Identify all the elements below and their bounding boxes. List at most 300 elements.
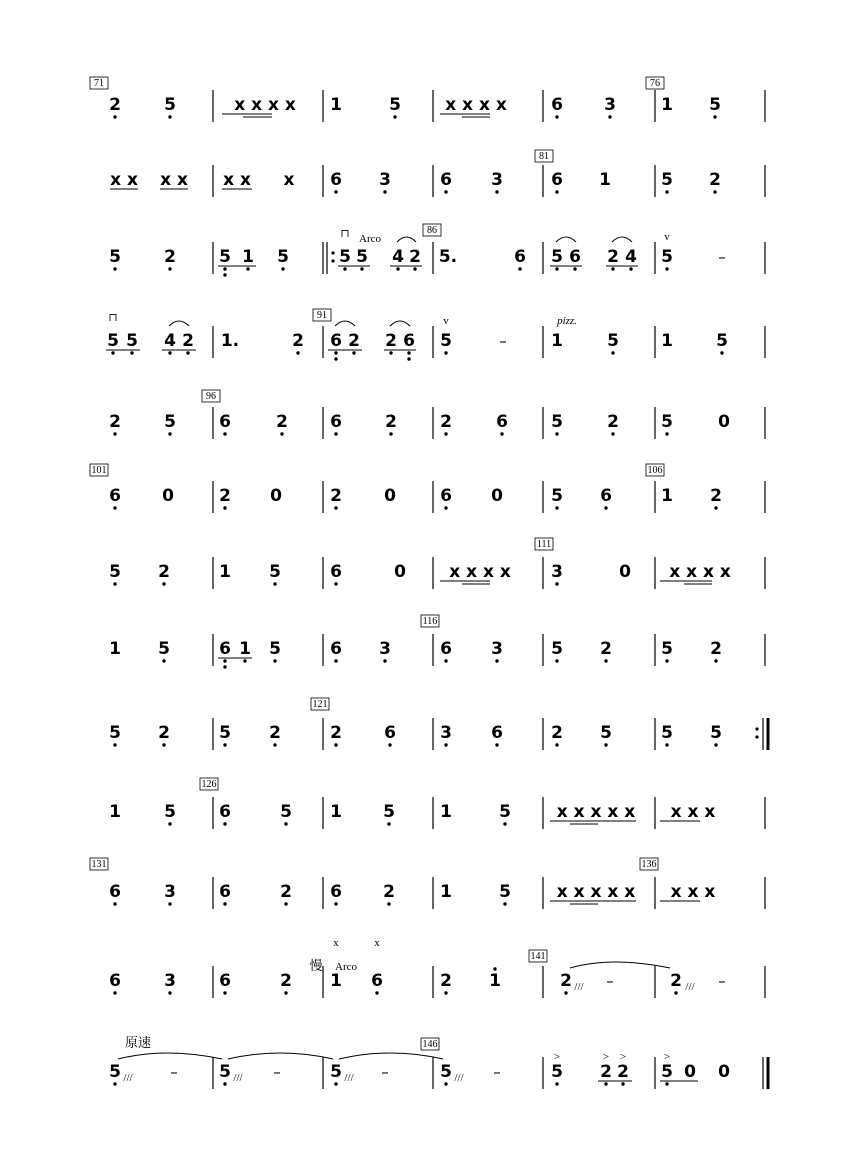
octave-dot-below xyxy=(444,351,447,354)
octave-dot-below xyxy=(113,506,116,509)
octave-dot-below xyxy=(375,991,378,994)
tie xyxy=(228,1053,333,1059)
note: 6 xyxy=(440,170,452,190)
octave-dot-below xyxy=(555,267,558,270)
octave-dot-below xyxy=(168,351,171,354)
note: 5 xyxy=(661,412,673,432)
octave-dot-below xyxy=(503,822,506,825)
octave-dot-below xyxy=(720,351,723,354)
note: 6 xyxy=(551,95,563,115)
note: 2 xyxy=(385,331,397,351)
octave-dot-below xyxy=(665,190,668,193)
note: 1 xyxy=(551,331,563,351)
x-note: x xyxy=(283,170,295,190)
octave-dot-below xyxy=(573,267,576,270)
octave-dot-below xyxy=(444,1082,447,1085)
octave-dot-below xyxy=(113,743,116,746)
octave-dot-below xyxy=(273,659,276,662)
octave-dot-below xyxy=(407,351,410,354)
note: 3 xyxy=(164,882,176,902)
note: 2 xyxy=(330,486,342,506)
note: 1 xyxy=(239,639,251,659)
note: 2 xyxy=(600,1062,612,1082)
note: 6 xyxy=(330,562,342,582)
measure-number: 86 xyxy=(427,225,437,236)
x-note-group: x x x x xyxy=(449,562,511,582)
octave-dot-below xyxy=(113,267,116,270)
pizz-marking: pizz. xyxy=(557,315,577,327)
measure-number: 136 xyxy=(641,859,657,870)
octave-dot-below xyxy=(273,743,276,746)
note: 6 xyxy=(496,412,508,432)
sustain-dash: – xyxy=(381,1063,389,1081)
note: 5 xyxy=(126,331,138,351)
note: 6 xyxy=(330,170,342,190)
note: 2 xyxy=(551,723,563,743)
measure-number: 71 xyxy=(94,78,104,89)
octave-dot-below xyxy=(387,822,390,825)
note: 2 xyxy=(710,486,722,506)
octave-dot-below xyxy=(665,743,668,746)
note: 1 xyxy=(661,95,673,115)
octave-dot-below xyxy=(444,743,447,746)
note: 2 xyxy=(269,723,281,743)
octave-dot-below xyxy=(334,743,337,746)
octave-dot-below xyxy=(393,115,396,118)
cross-mark: x xyxy=(333,937,339,949)
sustain-dash: – xyxy=(493,1063,501,1081)
note: 2 xyxy=(182,331,194,351)
note: 5 xyxy=(158,639,170,659)
octave-dot-below xyxy=(555,506,558,509)
measure-number: 116 xyxy=(422,616,438,627)
octave-dot-below xyxy=(714,659,717,662)
sustain-dash: – xyxy=(606,972,614,990)
rest: 0 xyxy=(384,486,396,506)
note: 5 xyxy=(661,639,673,659)
tremolo-mark: /// xyxy=(233,1072,243,1084)
note: 1 xyxy=(661,486,673,506)
note: 5 xyxy=(219,723,231,743)
tremolo-mark: /// xyxy=(123,1072,133,1084)
note: 2 xyxy=(276,412,288,432)
octave-dot-below xyxy=(284,991,287,994)
tempo-slow: 慢 xyxy=(309,959,323,974)
octave-dot-below xyxy=(243,659,246,662)
octave-dot-below xyxy=(608,115,611,118)
octave-dot-below xyxy=(387,902,390,905)
octave-dot-below xyxy=(604,1082,607,1085)
octave-dot-below xyxy=(629,267,632,270)
octave-dot-below xyxy=(113,582,116,585)
note: 5 xyxy=(109,562,121,582)
accent-mark: > xyxy=(619,1051,627,1063)
note: 1 xyxy=(489,971,501,991)
octave-dot-below xyxy=(665,1082,668,1085)
octave-dot-below xyxy=(113,1082,116,1085)
note: 5 xyxy=(356,247,368,267)
x-note-group: x x xyxy=(223,170,251,190)
octave-dot-below xyxy=(555,432,558,435)
octave-dot-below xyxy=(444,991,447,994)
note: 6 xyxy=(569,247,581,267)
measure-number: 121 xyxy=(312,699,328,710)
tempo-primo: 原速 xyxy=(124,1036,152,1051)
note: 5 xyxy=(280,802,292,822)
note: 5 xyxy=(440,331,452,351)
note: 6 xyxy=(440,486,452,506)
sustain-dash: – xyxy=(499,332,507,350)
note: 6 xyxy=(219,882,231,902)
note: 5 xyxy=(107,331,119,351)
note: 1 xyxy=(219,562,231,582)
rest: 0 xyxy=(684,1062,696,1082)
x-note-group: x x xyxy=(160,170,188,190)
note: 2 xyxy=(164,247,176,267)
octave-dot-below xyxy=(223,822,226,825)
note: 1. xyxy=(220,331,240,351)
octave-dot-below xyxy=(223,506,226,509)
note: 2 xyxy=(670,971,682,991)
note: 6 xyxy=(440,639,452,659)
octave-dot-below xyxy=(621,1082,624,1085)
octave-dot-below xyxy=(168,267,171,270)
note: 2 xyxy=(292,331,304,351)
octave-dot-below xyxy=(334,902,337,905)
note: 2 xyxy=(109,95,121,115)
octave-dot-below xyxy=(604,659,607,662)
rest: 0 xyxy=(162,486,174,506)
note: 6 xyxy=(109,882,121,902)
octave-dot-below xyxy=(555,115,558,118)
note: 6 xyxy=(219,639,231,659)
octave-dot-below xyxy=(223,743,226,746)
note: 2 xyxy=(709,170,721,190)
slur xyxy=(335,321,355,326)
note: 5 xyxy=(164,412,176,432)
arco-marking: Arco xyxy=(335,961,357,973)
note: 2 xyxy=(158,562,170,582)
repeat-dot xyxy=(755,727,758,730)
measure-number: 131 xyxy=(91,859,107,870)
octave-dot-below xyxy=(223,267,226,270)
octave-dot-below xyxy=(444,190,447,193)
octave-dot-below xyxy=(413,267,416,270)
octave-dot-below xyxy=(396,267,399,270)
rest: 0 xyxy=(394,562,406,582)
octave-dot-below xyxy=(334,190,337,193)
note: 5 xyxy=(440,1062,452,1082)
octave-dot-below xyxy=(665,432,668,435)
bow-up-mark: v xyxy=(443,315,449,327)
tremolo-mark: /// xyxy=(685,981,695,993)
note: 2 xyxy=(440,971,452,991)
note: 6 xyxy=(219,971,231,991)
note: 1 xyxy=(330,95,342,115)
note: 5 xyxy=(330,1062,342,1082)
octave-dot-below xyxy=(273,582,276,585)
measure-number: 101 xyxy=(91,465,107,476)
octave-dot-below xyxy=(495,659,498,662)
octave-dot-below xyxy=(223,902,226,905)
note: 6 xyxy=(403,331,415,351)
note: 2 xyxy=(617,1062,629,1082)
octave-dot-below xyxy=(495,743,498,746)
sustain-dash: – xyxy=(273,1063,281,1081)
note: 1 xyxy=(661,331,673,351)
sustain-dash: – xyxy=(170,1063,178,1081)
note: 2 xyxy=(600,639,612,659)
octave-dot-below xyxy=(168,991,171,994)
note: 5 xyxy=(551,639,563,659)
note: 2 xyxy=(280,971,292,991)
octave-dot-below xyxy=(168,902,171,905)
note: 1 xyxy=(109,802,121,822)
octave-dot-below xyxy=(246,267,249,270)
note: 6 xyxy=(600,486,612,506)
note: 1 xyxy=(330,802,342,822)
octave-dot-below xyxy=(388,743,391,746)
octave-dot-below xyxy=(555,582,558,585)
octave-dot-below xyxy=(407,357,410,360)
octave-dot-below xyxy=(334,506,337,509)
accent-mark: > xyxy=(663,1051,671,1063)
note: 5 xyxy=(339,247,351,267)
tremolo-mark: /// xyxy=(574,981,584,993)
slur xyxy=(556,237,576,242)
measure-number: 126 xyxy=(201,779,217,790)
octave-dot-below xyxy=(334,1082,337,1085)
octave-dot-below xyxy=(383,190,386,193)
octave-dot-below xyxy=(611,432,614,435)
note: 5 xyxy=(661,170,673,190)
note: 4 xyxy=(392,247,404,267)
octave-dot-below xyxy=(162,582,165,585)
x-note-group: x x x x xyxy=(234,95,296,115)
accent-mark: > xyxy=(602,1051,610,1063)
octave-dot-below xyxy=(383,659,386,662)
octave-dot-below xyxy=(714,743,717,746)
note: 2 xyxy=(560,971,572,991)
octave-dot-below xyxy=(343,267,346,270)
note: 5 xyxy=(269,562,281,582)
octave-dot-below xyxy=(555,190,558,193)
octave-dot-below xyxy=(352,351,355,354)
note: 1 xyxy=(109,639,121,659)
note: 5 xyxy=(661,1062,673,1082)
note: 5 xyxy=(607,331,619,351)
slur xyxy=(612,237,632,242)
measure-number: 106 xyxy=(647,465,663,476)
note: 2 xyxy=(440,412,452,432)
sustain-dash: – xyxy=(718,248,726,266)
note: 6 xyxy=(330,412,342,432)
note: 6 xyxy=(551,170,563,190)
measure-number: 111 xyxy=(536,539,552,550)
note: 5 xyxy=(716,331,728,351)
measure-number: 76 xyxy=(650,78,660,89)
note: 3 xyxy=(491,170,503,190)
note: 5 xyxy=(277,247,289,267)
octave-dot-below xyxy=(555,659,558,662)
note: 2 xyxy=(219,486,231,506)
note: 1 xyxy=(330,971,342,991)
octave-dot-below xyxy=(665,659,668,662)
octave-dot-below xyxy=(284,822,287,825)
x-note-group: x x x x xyxy=(669,562,731,582)
measure-number: 96 xyxy=(206,391,216,402)
note: 5 xyxy=(551,247,563,267)
octave-dot-below xyxy=(665,267,668,270)
measure-number: 146 xyxy=(422,1039,438,1050)
slur xyxy=(397,237,416,242)
octave-dot-below xyxy=(564,991,567,994)
note: 5 xyxy=(709,95,721,115)
octave-dot-below xyxy=(223,665,226,668)
octave-dot-below xyxy=(281,267,284,270)
note: 6 xyxy=(109,486,121,506)
measure-number: 91 xyxy=(317,310,327,321)
note: 5 xyxy=(383,802,395,822)
octave-dot-below xyxy=(186,351,189,354)
octave-dot-below xyxy=(334,582,337,585)
octave-dot-below xyxy=(162,743,165,746)
octave-dot-below xyxy=(555,743,558,746)
note: 2 xyxy=(710,639,722,659)
note: 5 xyxy=(551,486,563,506)
note: 2 xyxy=(385,412,397,432)
octave-dot-below xyxy=(334,351,337,354)
octave-dot-below xyxy=(611,351,614,354)
note: 5 xyxy=(499,882,511,902)
accent-mark: > xyxy=(553,1051,561,1063)
x-note-group: x x xyxy=(110,170,138,190)
note: 5 xyxy=(219,1062,231,1082)
octave-dot-below xyxy=(113,902,116,905)
x-note-group: x x x x x xyxy=(556,802,636,822)
note: 2 xyxy=(348,331,360,351)
octave-dot-below xyxy=(113,115,116,118)
octave-dot-below xyxy=(223,991,226,994)
octave-dot-below xyxy=(503,902,506,905)
octave-dot-below xyxy=(113,991,116,994)
note: 6 xyxy=(330,639,342,659)
octave-dot-below xyxy=(444,432,447,435)
tie xyxy=(118,1053,222,1059)
note: 6 xyxy=(330,331,342,351)
octave-dot-below xyxy=(334,432,337,435)
octave-dot-below xyxy=(223,432,226,435)
octave-dot-below xyxy=(604,506,607,509)
octave-dot-below xyxy=(296,351,299,354)
octave-dot-below xyxy=(611,267,614,270)
tremolo-mark: /// xyxy=(344,1072,354,1084)
note: 6 xyxy=(384,723,396,743)
slur xyxy=(390,321,410,326)
octave-dot-below xyxy=(162,659,165,662)
octave-dot-below xyxy=(713,190,716,193)
octave-dot-below xyxy=(518,267,521,270)
note: 2 xyxy=(607,247,619,267)
octave-dot-below xyxy=(444,659,447,662)
note: 3 xyxy=(379,639,391,659)
note: 6 xyxy=(330,882,342,902)
note: 5 xyxy=(600,723,612,743)
note: 2 xyxy=(330,723,342,743)
octave-dot-below xyxy=(223,659,226,662)
note: 6 xyxy=(109,971,121,991)
octave-dot-below xyxy=(714,506,717,509)
note: 2 xyxy=(383,882,395,902)
note: 1 xyxy=(599,170,611,190)
note: 6 xyxy=(491,723,503,743)
octave-dot-below xyxy=(500,432,503,435)
bow-up-mark: v xyxy=(664,231,670,243)
rest: 0 xyxy=(491,486,503,506)
octave-dot-below xyxy=(389,351,392,354)
note: 6 xyxy=(219,802,231,822)
note: 2 xyxy=(158,723,170,743)
note: 5 xyxy=(219,247,231,267)
note: 1 xyxy=(440,802,452,822)
octave-dot-below xyxy=(284,902,287,905)
octave-dot-below xyxy=(130,351,133,354)
repeat-dot xyxy=(331,259,334,262)
note: 5 xyxy=(269,639,281,659)
note: 2 xyxy=(109,412,121,432)
note: 5 xyxy=(164,95,176,115)
note: 2 xyxy=(409,247,421,267)
note: 5 xyxy=(551,1062,563,1082)
rest: 0 xyxy=(718,412,730,432)
note: 5 xyxy=(499,802,511,822)
x-note-group: x x x xyxy=(670,802,716,822)
octave-dot-below xyxy=(223,273,226,276)
note: 5. xyxy=(438,247,458,267)
x-note-group: x x x xyxy=(670,882,716,902)
note: 4 xyxy=(625,247,637,267)
bow-down-mark: ⊓ xyxy=(340,228,350,240)
octave-dot-below xyxy=(555,1082,558,1085)
note: 6 xyxy=(371,971,383,991)
sustain-dash: – xyxy=(718,972,726,990)
note: 5 xyxy=(710,723,722,743)
octave-dot-below xyxy=(334,659,337,662)
tie xyxy=(339,1053,443,1059)
note: 3 xyxy=(604,95,616,115)
x-note-group: x x x x x xyxy=(556,882,636,902)
note: 5 xyxy=(661,247,673,267)
note: 3 xyxy=(440,723,452,743)
note: 3 xyxy=(551,562,563,582)
note: 3 xyxy=(379,170,391,190)
note: 5 xyxy=(109,1062,121,1082)
note: 2 xyxy=(607,412,619,432)
octave-dot-below xyxy=(223,1082,226,1085)
measure-number: 81 xyxy=(539,151,549,162)
octave-dot-below xyxy=(111,351,114,354)
note: 1 xyxy=(242,247,254,267)
octave-dot-below xyxy=(674,991,677,994)
note: 1 xyxy=(440,882,452,902)
octave-dot-below xyxy=(360,267,363,270)
slur xyxy=(169,321,189,326)
octave-dot-below xyxy=(444,506,447,509)
note: 5 xyxy=(661,723,673,743)
bow-down-mark: ⊓ xyxy=(108,312,118,324)
cross-mark: x xyxy=(374,937,380,949)
octave-dot-below xyxy=(280,432,283,435)
